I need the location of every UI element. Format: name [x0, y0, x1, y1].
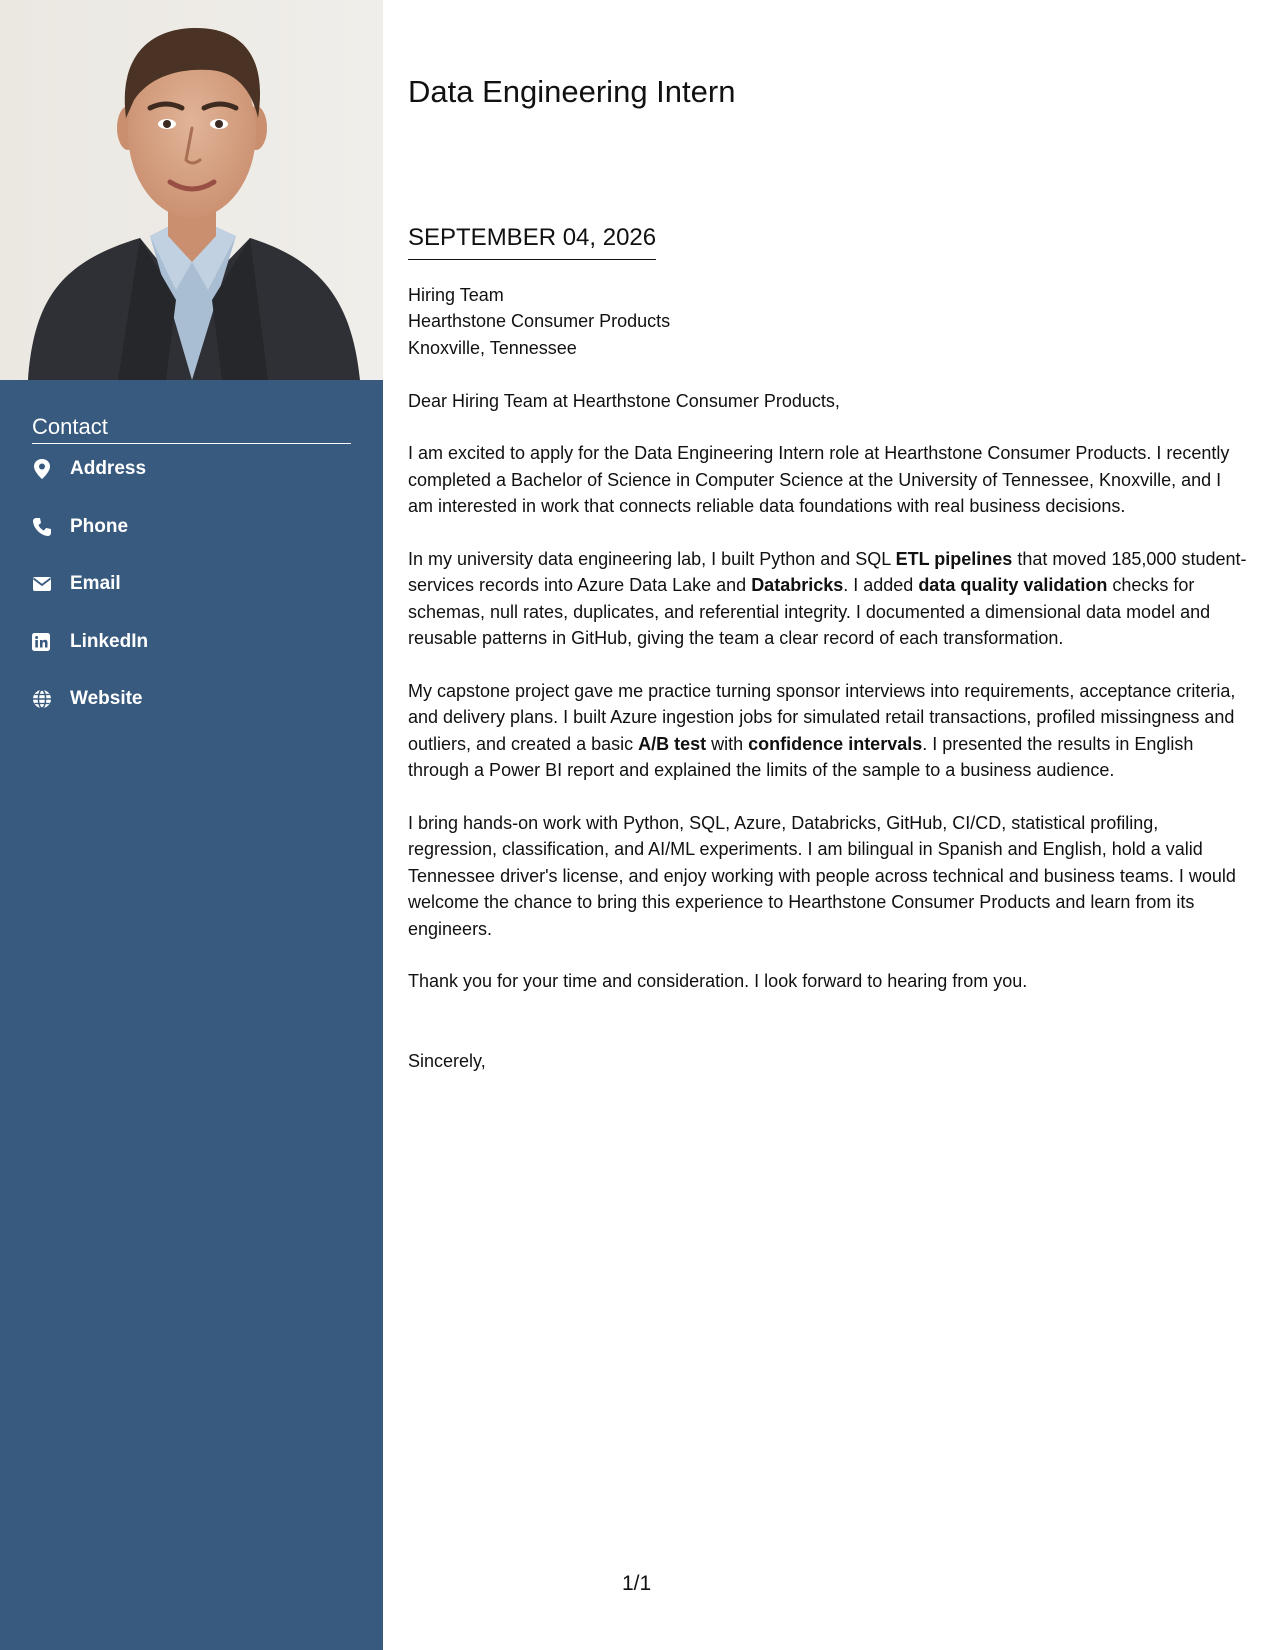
paragraph-text: checks for schemas, null rates, duplicates, and referential integrity. I documented a dimensional data model and reusable patterns in GitHub, giving the team a clear record of each transformation.	[408, 575, 1211, 649]
contact-item-website[interactable]	[32, 684, 352, 742]
paragraph-4: I bring hands-on work with Python, SQL, Azure, Databricks, GitHub, CI/CD, statistical profiling, regression, classification, and AI/ML experiments. I am bilingual in Spanish and English, hold a valid Tennessee driver's license, and enjoy working with people across technical and business teams. I would welcome the chance to bring this experience to Hearthstone Consumer Products and learn from its engineers.	[408, 813, 1236, 939]
contact-label-address: Address	[70, 458, 147, 479]
paragraph-text: My capstone project gave me practice turning sponsor interviews into requirements, acceptance criteria, and delivery plans. I built Azure ingestion jobs for simulated retail transactions, profiled missingness and outliers, and created a basic	[408, 681, 1236, 754]
contact-item-phone[interactable]	[32, 512, 352, 570]
bold-term: data quality validation	[918, 575, 1108, 596]
recipient-line: Hiring Team	[408, 285, 504, 305]
paragraph-text: with	[706, 733, 749, 754]
page-title: Data Engineering Intern	[408, 74, 736, 109]
closing: Sincerely,	[408, 1050, 486, 1071]
letter-body	[408, 282, 1250, 1101]
paragraph-2	[408, 546, 1250, 652]
contact-heading: Contact	[32, 412, 351, 444]
recipient-block	[408, 282, 1250, 361]
sidebar	[0, 0, 383, 1650]
contact-label-email: Email	[70, 573, 121, 594]
contact-label-phone: Phone	[70, 515, 129, 537]
letter-date: SEPTEMBER 04, 2026	[408, 222, 656, 260]
paragraph-text: . I presented the results in English through a Power BI report and explained the limits of the sample to a business audience.	[408, 733, 1194, 781]
paragraph-text: that moved 185,000 student-services records into Azure Data Lake and	[408, 549, 1247, 596]
paragraph-text: In my university data engineering lab, I built Python and SQL	[408, 549, 896, 570]
contact-item-linkedin[interactable]	[32, 627, 352, 685]
profile-photo	[0, 0, 383, 380]
paragraph-text: . I added	[843, 575, 919, 596]
recipient-location: Knoxville, Tennessee	[408, 337, 577, 358]
contact-list	[32, 454, 352, 742]
page-number: 1/1	[622, 1572, 652, 1595]
contact-item-address[interactable]	[32, 454, 352, 512]
paragraph-5: Thank you for your time and consideration. I look forward to hearing from you.	[408, 971, 1028, 992]
contact-label-linkedin: LinkedIn	[70, 630, 149, 652]
contact-label-website: Website	[70, 688, 143, 709]
phone-icon	[32, 512, 56, 542]
globe-icon	[32, 684, 56, 714]
bold-term: confidence intervals	[748, 733, 923, 754]
linkedin-icon	[32, 627, 56, 657]
bold-term: ETL pipelines	[895, 549, 1013, 570]
map-pin-icon	[32, 454, 56, 484]
bold-term: A/B test	[638, 733, 707, 754]
salutation: Dear Hiring Team at Hearthstone Consumer Products,	[408, 390, 840, 411]
envelope-icon	[32, 569, 56, 599]
paragraph-1: I am excited to apply for the Data Engineering Intern role at Hearthstone Consumer Products. I recently completed a Bachelor of Science in Computer Science at the University of Tennessee, Knoxville, and I am interested in work that connects reliable data foundations with real business decisions.	[408, 443, 1230, 517]
contact-item-email[interactable]	[32, 569, 352, 627]
recipient-company: Hearthstone Consumer Products	[408, 311, 671, 332]
bold-term: Databricks	[751, 575, 844, 596]
paragraph-3	[408, 678, 1250, 784]
